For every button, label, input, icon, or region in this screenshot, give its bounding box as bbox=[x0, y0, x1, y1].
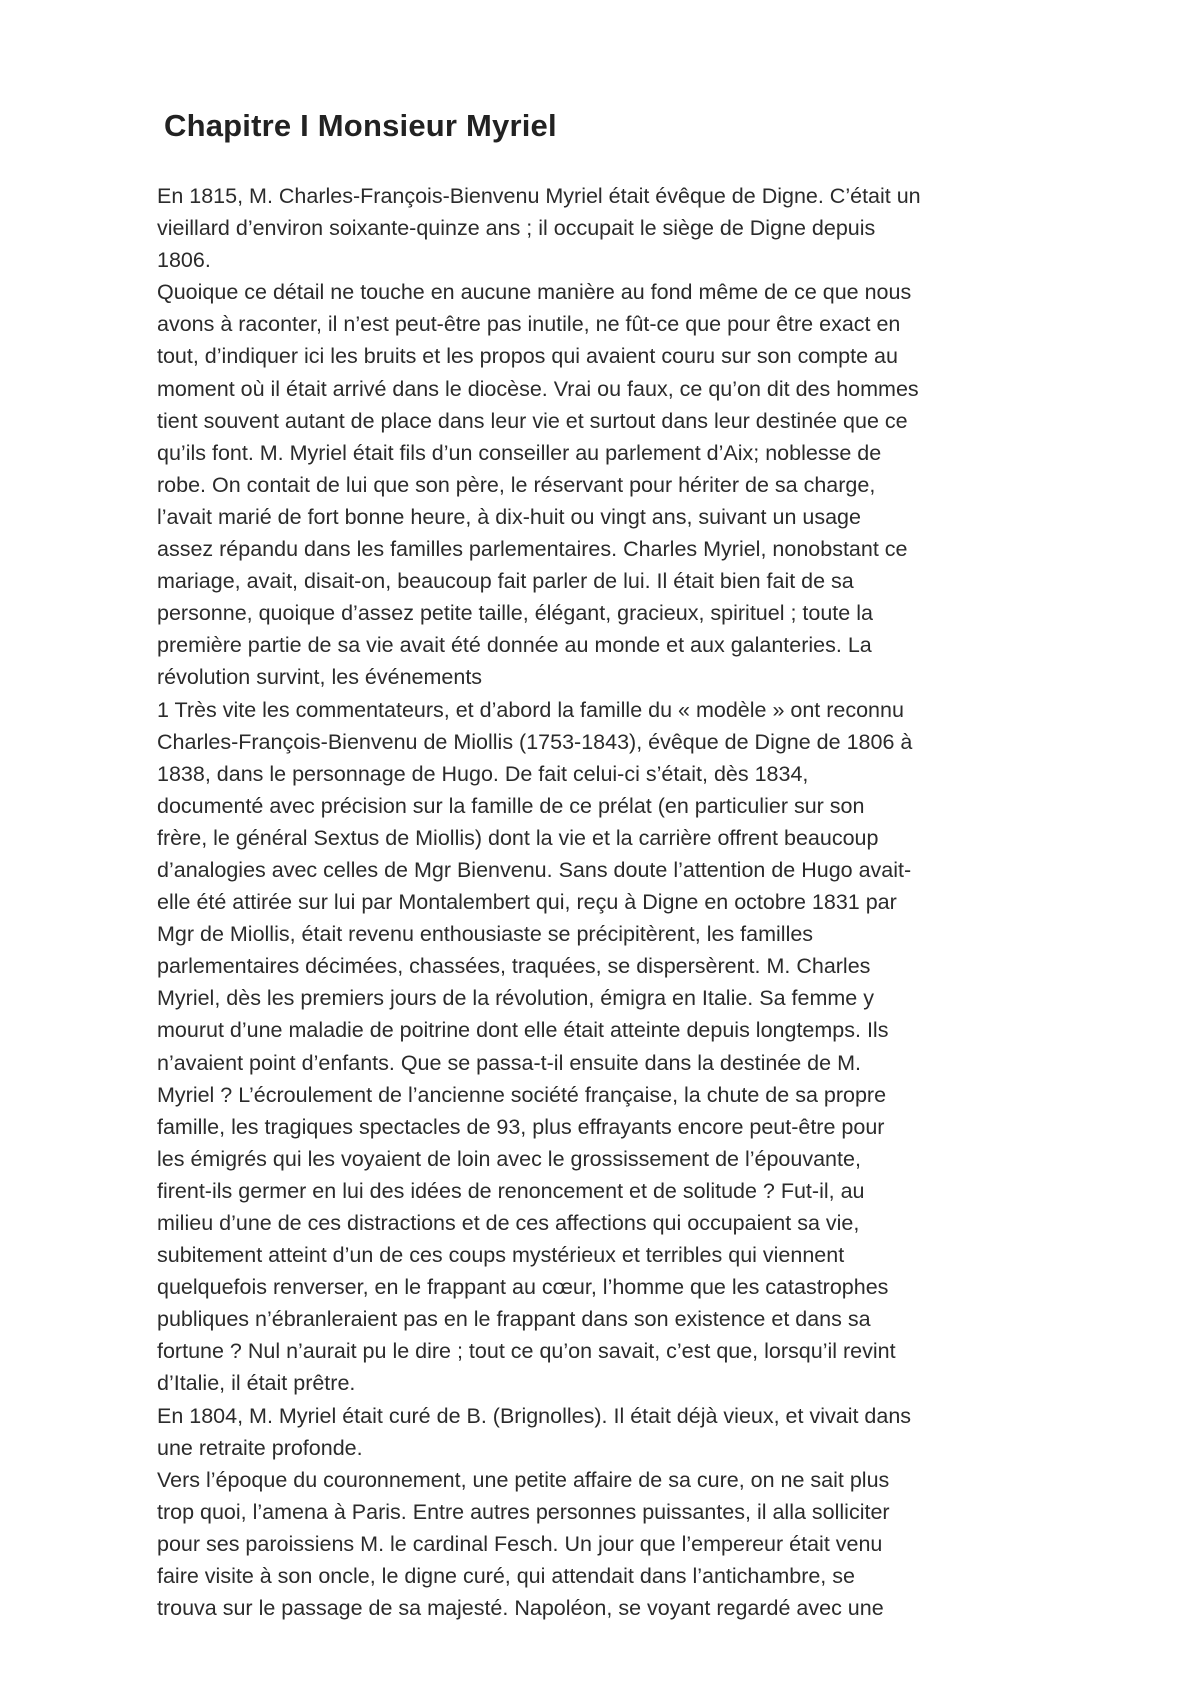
text-line: robe. On contait de lui que son père, le réservant pour hériter de sa charge, bbox=[157, 472, 876, 497]
text-line: En 1804, M. Myriel était curé de B. (Brignolles). Il était déjà vieux, et vivait dans bbox=[157, 1403, 912, 1428]
text-line: famille, les tragiques spectacles de 93, plus effrayants encore peut-être pour bbox=[157, 1114, 885, 1139]
text-line: 1838, dans le personnage de Hugo. De fait celui-ci s’était, dès 1834, bbox=[157, 761, 809, 786]
text-line: vieillard d’environ soixante-quinze ans ; il occupait le siège de Digne depuis bbox=[157, 216, 876, 241]
chapter-title: Chapitre I Monsieur Myriel bbox=[164, 108, 557, 143]
text-line: faire visite à son oncle, le digne curé, qui attendait dans l’antichambre, se bbox=[157, 1564, 855, 1589]
text-line: trouva sur le passage de sa majesté. Napoléon, se voyant regardé avec une bbox=[157, 1596, 884, 1621]
text-line: qu’ils font. M. Myriel était fils d’un conseiller au parlement d’Aix; noblesse de bbox=[157, 440, 882, 465]
text-line: firent-ils germer en lui des idées de renoncement et de solitude ? Fut-il, au bbox=[157, 1178, 865, 1203]
chapter-body bbox=[157, 180, 1057, 1624]
text-line: une retraite profonde. bbox=[157, 1435, 363, 1460]
text-line: Myriel ? L’écroulement de l’ancienne société française, la chute de sa propre bbox=[157, 1082, 887, 1107]
text-line: Mgr de Miollis, était revenu enthousiaste se précipitèrent, les familles bbox=[157, 922, 814, 947]
text-line: frère, le général Sextus de Miollis) dont la vie et la carrière offrent beaucoup bbox=[157, 825, 879, 850]
text-line: quelquefois renverser, en le frappant au cœur, l’homme que les catastrophes bbox=[157, 1275, 889, 1300]
text-line: Quoique ce détail ne touche en aucune manière au fond même de ce que nous bbox=[157, 280, 912, 305]
text-line: personne, quoique d’assez petite taille, élégant, gracieux, spirituel ; toute la bbox=[157, 601, 873, 626]
text-line: publiques n’ébranleraient pas en le frappant dans son existence et dans sa bbox=[157, 1307, 871, 1332]
text-line: n’avaient point d’enfants. Que se passa-t-il ensuite dans la destinée de M. bbox=[157, 1050, 861, 1075]
text-line: d’Italie, il était prêtre. bbox=[157, 1371, 356, 1396]
text-line: mariage, avait, disait-on, beaucoup fait parler de lui. Il était bien fait de sa bbox=[157, 569, 854, 594]
text-line: pour ses paroissiens M. le cardinal Fesch. Un jour que l’empereur était venu bbox=[157, 1531, 883, 1556]
text-line: documenté avec précision sur la famille de ce prélat (en particulier sur son bbox=[157, 793, 865, 818]
text-line: trop quoi, l’amena à Paris. Entre autres personnes puissantes, il alla solliciter bbox=[157, 1499, 890, 1524]
text-line: Myriel, dès les premiers jours de la révolution, émigra en Italie. Sa femme y bbox=[157, 986, 874, 1011]
text-line: Charles-François-Bienvenu de Miollis (1753-1843), évêque de Digne de 1806 à bbox=[157, 729, 913, 754]
text-line: révolution survint, les événements bbox=[157, 665, 483, 690]
text-line: l’avait marié de fort bonne heure, à dix-huit ou vingt ans, suivant un usage bbox=[157, 504, 861, 529]
text-line: 1806. bbox=[157, 248, 211, 273]
text-line: mourut d’une maladie de poitrine dont elle était atteinte depuis longtemps. Ils bbox=[157, 1018, 889, 1043]
text-line: fortune ? Nul n’aurait pu le dire ; tout ce qu’on savait, c’est que, lorsqu’il revint bbox=[157, 1339, 896, 1364]
text-line: première partie de sa vie avait été donnée au monde et aux galanteries. La bbox=[157, 633, 872, 658]
text-line: les émigrés qui les voyaient de loin avec le grossissement de l’épouvante, bbox=[157, 1146, 861, 1171]
text-line: subitement atteint d’un de ces coups mystérieux et terribles qui viennent bbox=[157, 1243, 845, 1268]
text-line: elle été attirée sur lui par Montalembert qui, reçu à Digne en octobre 1831 par bbox=[157, 890, 897, 915]
text-line: milieu d’une de ces distractions et de ces affections qui occupaient sa vie, bbox=[157, 1211, 860, 1235]
text-line: tient souvent autant de place dans leur vie et surtout dans leur destinée que ce bbox=[157, 408, 908, 433]
text-line: parlementaires décimées, chassées, traquées, se dispersèrent. M. Charles bbox=[157, 954, 871, 979]
text-line: avons à raconter, il n’est peut-être pas inutile, ne fût-ce que pour être exact en bbox=[157, 312, 901, 337]
text-line: Vers l’époque du couronnement, une petite affaire de sa cure, on ne sait plus bbox=[157, 1467, 890, 1492]
text-line: assez répandu dans les familles parlementaires. Charles Myriel, nonobstant ce bbox=[157, 537, 908, 562]
text-line: d’analogies avec celles de Mgr Bienvenu. Sans doute l’attention de Hugo avait- bbox=[157, 857, 912, 882]
text-line: 1 Très vite les commentateurs, et d’abord la famille du « modèle » ont reconnu bbox=[157, 697, 904, 722]
text-line: moment où il était arrivé dans le diocèse. Vrai ou faux, ce qu’on dit des hommes bbox=[157, 376, 919, 401]
text-line: En 1815, M. Charles-François-Bienvenu Myriel était évêque de Digne. C’était un bbox=[157, 184, 921, 208]
text-line: tout, d’indiquer ici les bruits et les propos qui avaient couru sur son compte au bbox=[157, 344, 898, 369]
